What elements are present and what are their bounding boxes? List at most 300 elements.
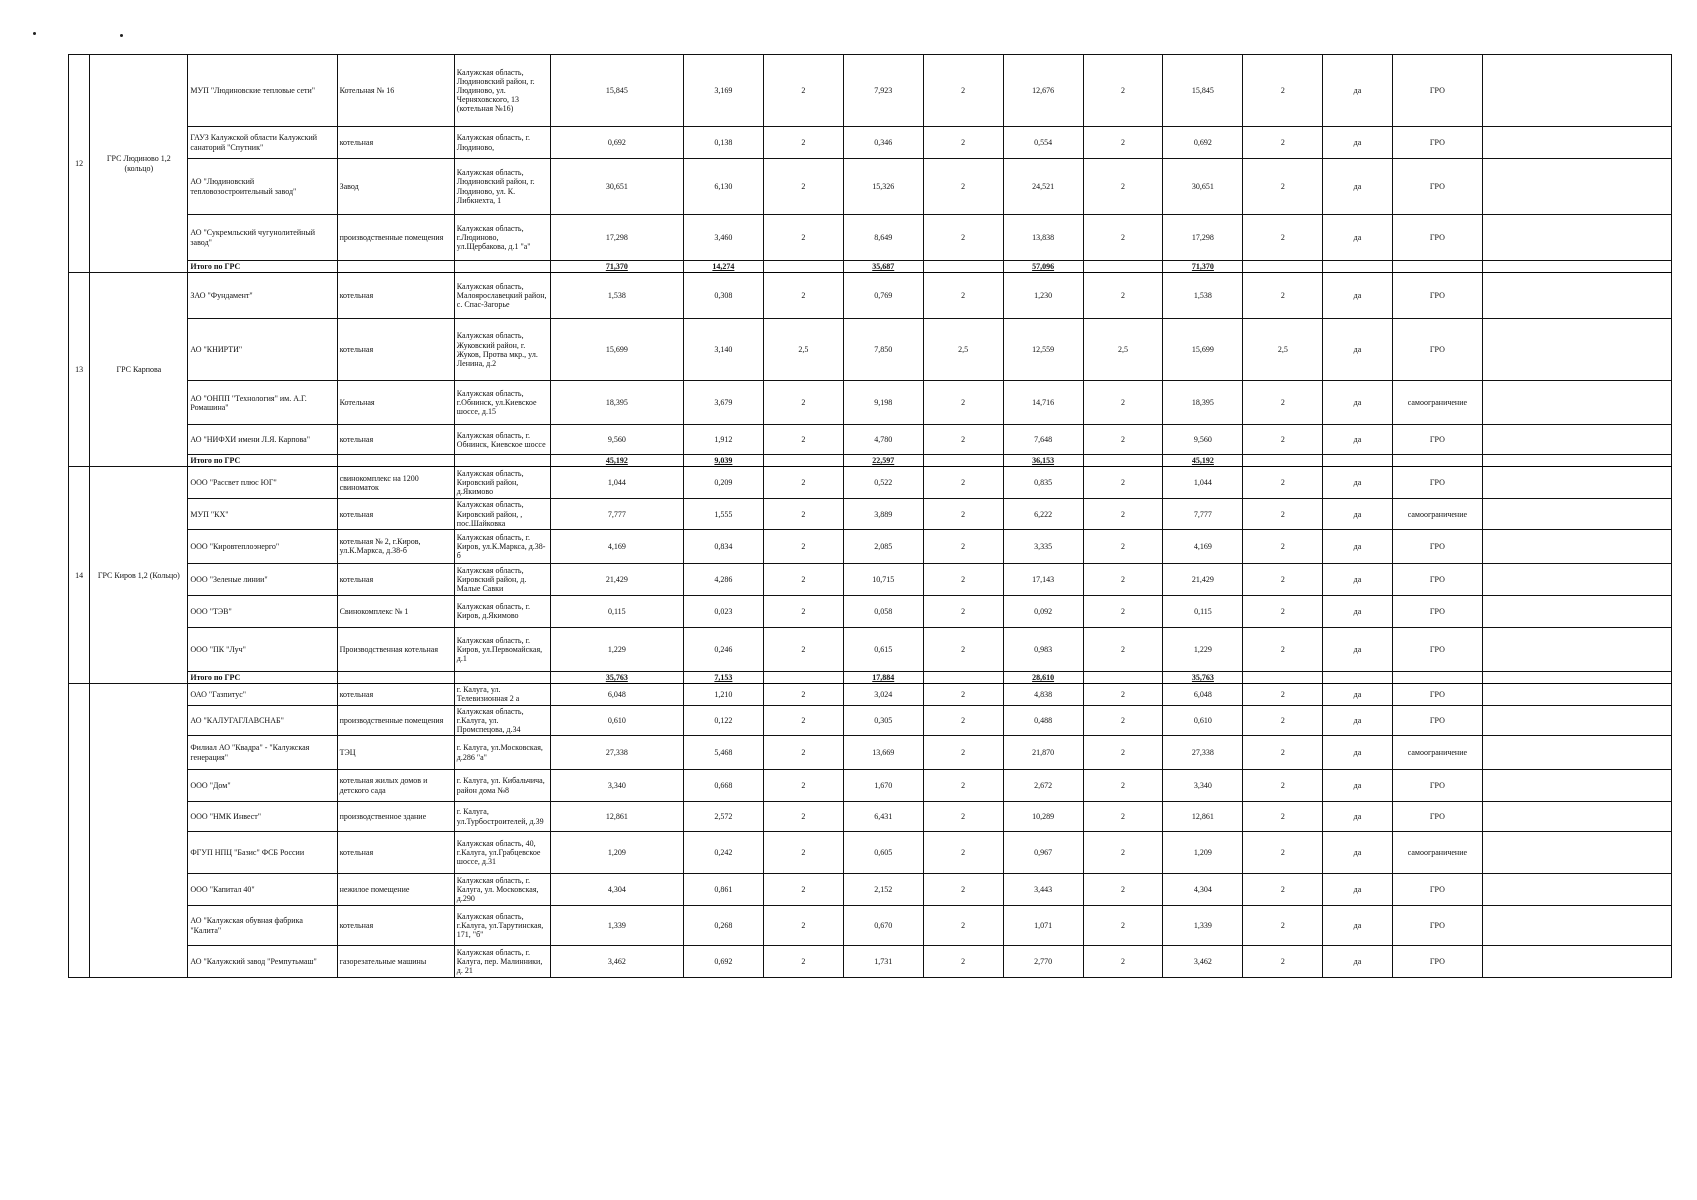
volume-stage-2: 1,731 [843, 946, 923, 978]
coef-stage-4: 2 [1243, 684, 1323, 705]
blank-cell [1083, 455, 1163, 467]
coef-stage-3: 2 [1083, 215, 1163, 261]
coef-stage-2: 2 [923, 499, 1003, 530]
restriction-basis: ГРО [1392, 906, 1483, 946]
agreement-mark: да [1323, 215, 1392, 261]
volume-stage-1: 0,209 [683, 467, 763, 499]
volume-stage-3: 17,143 [1003, 563, 1083, 595]
restriction-basis: ГРО [1392, 215, 1483, 261]
volume-stage-1: 0,834 [683, 529, 763, 563]
coef-stage-2: 2 [923, 802, 1003, 832]
restriction-basis: ГРО [1392, 273, 1483, 319]
blank-cell [1483, 595, 1672, 627]
facility-address: Калужская область, г. Обнинск, Киевское шоссе [454, 425, 550, 455]
blank-cell [1483, 906, 1672, 946]
volume-stage-3: 0,967 [1003, 832, 1083, 874]
coef-stage-3: 2 [1083, 874, 1163, 906]
table-row [69, 874, 1672, 906]
volume-stage-4: 30,651 [1163, 159, 1243, 215]
restriction-basis: ГРО [1392, 55, 1483, 127]
volume-stage-3: 14,716 [1003, 381, 1083, 425]
facility-type: котельная жилых домов и детского сада [337, 770, 454, 802]
facility-address: Калужская область, г. Киров, д.Якимово [454, 595, 550, 627]
restriction-basis: ГРО [1392, 770, 1483, 802]
coef-stage-4: 2 [1243, 770, 1323, 802]
volume-stage-1: 1,555 [683, 499, 763, 530]
coef-stage-1: 2 [763, 467, 843, 499]
coef-stage-3: 2 [1083, 906, 1163, 946]
coef-stage-4: 2 [1243, 215, 1323, 261]
coef-stage-4: 2 [1243, 874, 1323, 906]
consumer-name: АО "Сукремльский чугунолитейный завод" [188, 215, 337, 261]
grs-name: ГРС Киров 1,2 (Кольцо) [90, 467, 188, 684]
table-row [69, 381, 1672, 425]
facility-type: котельная [337, 127, 454, 159]
coef-stage-4: 2 [1243, 467, 1323, 499]
coef-stage-2: 2 [923, 770, 1003, 802]
agreement-mark: да [1323, 319, 1392, 381]
grs-number: 12 [69, 55, 90, 273]
volume-stage-1: 0,268 [683, 906, 763, 946]
volume-stage-2: 8,649 [843, 215, 923, 261]
volume-stage-2: 0,058 [843, 595, 923, 627]
table-row [69, 127, 1672, 159]
volume-base: 30,651 [550, 159, 683, 215]
volume-stage-3: 0,983 [1003, 627, 1083, 671]
volume-base: 27,338 [550, 736, 683, 770]
volume-stage-3: 2,770 [1003, 946, 1083, 978]
blank-cell [1483, 705, 1672, 736]
facility-address: Калужская область, Жуковский район, г. Жуков, Протва мкр., ул. Ленина, д.2 [454, 319, 550, 381]
volume-stage-2: 4,780 [843, 425, 923, 455]
coef-stage-4: 2 [1243, 802, 1323, 832]
blank-cell [454, 455, 550, 467]
volume-base: 18,395 [550, 381, 683, 425]
coef-stage-4: 2 [1243, 127, 1323, 159]
grs-name [90, 684, 188, 978]
facility-address: Калужская область, г. Людиново, [454, 127, 550, 159]
subtotal-value: 9,039 [683, 455, 763, 467]
blank-cell [1392, 261, 1483, 273]
volume-stage-3: 1,230 [1003, 273, 1083, 319]
coef-stage-3: 2 [1083, 55, 1163, 127]
table-row [69, 946, 1672, 978]
blank-cell [1483, 55, 1672, 127]
volume-stage-1: 0,242 [683, 832, 763, 874]
blank-cell [1483, 671, 1672, 683]
blank-cell [1483, 127, 1672, 159]
subtotal-value: 71,370 [550, 261, 683, 273]
blank-cell [1483, 381, 1672, 425]
volume-stage-1: 3,140 [683, 319, 763, 381]
volume-stage-1: 3,169 [683, 55, 763, 127]
coef-stage-2: 2 [923, 425, 1003, 455]
coef-stage-4: 2 [1243, 906, 1323, 946]
restriction-basis: ГРО [1392, 946, 1483, 978]
blank-cell [763, 455, 843, 467]
consumer-name: ГАУЗ Калужской области Калужский санаторий "Спутник" [188, 127, 337, 159]
coef-stage-2: 2 [923, 159, 1003, 215]
coef-stage-1: 2 [763, 529, 843, 563]
volume-stage-1: 0,692 [683, 946, 763, 978]
agreement-mark: да [1323, 127, 1392, 159]
facility-type: Производственная котельная [337, 627, 454, 671]
restriction-basis: самоограничение [1392, 736, 1483, 770]
blank-cell [1483, 261, 1672, 273]
agreement-mark: да [1323, 159, 1392, 215]
blank-cell [1483, 455, 1672, 467]
volume-stage-3: 7,648 [1003, 425, 1083, 455]
coef-stage-3: 2 [1083, 770, 1163, 802]
volume-base: 4,169 [550, 529, 683, 563]
blank-cell [1083, 671, 1163, 683]
volume-stage-3: 0,092 [1003, 595, 1083, 627]
facility-type: производственные помещения [337, 705, 454, 736]
consumer-name: ООО "Рассвет плюс ЮГ" [188, 467, 337, 499]
table-row [69, 499, 1672, 530]
restriction-basis: ГРО [1392, 319, 1483, 381]
restriction-basis: самоограничение [1392, 381, 1483, 425]
volume-stage-1: 0,308 [683, 273, 763, 319]
volume-stage-3: 0,835 [1003, 467, 1083, 499]
volume-stage-2: 6,431 [843, 802, 923, 832]
agreement-mark: да [1323, 736, 1392, 770]
volume-stage-2: 10,715 [843, 563, 923, 595]
agreement-mark: да [1323, 381, 1392, 425]
consumer-name: АО "Людиновский тепловозостроительный завод" [188, 159, 337, 215]
subtotal-value: 57,096 [1003, 261, 1083, 273]
coef-stage-2: 2 [923, 127, 1003, 159]
consumer-name: АО "ОНПП "Технология" им. А.Г. Ромашина" [188, 381, 337, 425]
volume-stage-1: 3,679 [683, 381, 763, 425]
consumer-name: АО "НИФХИ имени Л.Я. Карпова" [188, 425, 337, 455]
blank-cell [1483, 627, 1672, 671]
volume-stage-3: 0,554 [1003, 127, 1083, 159]
scan-speck [33, 32, 36, 35]
blank-cell [337, 261, 454, 273]
volume-stage-2: 15,326 [843, 159, 923, 215]
table-row [69, 595, 1672, 627]
subtotal-value: 36,153 [1003, 455, 1083, 467]
agreement-mark: да [1323, 705, 1392, 736]
volume-stage-4: 6,048 [1163, 684, 1243, 705]
coef-stage-3: 2 [1083, 467, 1163, 499]
blank-cell [1483, 159, 1672, 215]
restriction-basis: ГРО [1392, 563, 1483, 595]
blank-cell [1483, 802, 1672, 832]
consumer-name: АО "Калужская обувная фабрика "Калита" [188, 906, 337, 946]
volume-stage-2: 7,850 [843, 319, 923, 381]
coef-stage-2: 2 [923, 946, 1003, 978]
volume-stage-4: 12,861 [1163, 802, 1243, 832]
blank-cell [1483, 273, 1672, 319]
restriction-basis: ГРО [1392, 874, 1483, 906]
coef-stage-2: 2 [923, 595, 1003, 627]
volume-stage-2: 13,669 [843, 736, 923, 770]
blank-cell [1483, 425, 1672, 455]
volume-base: 3,462 [550, 946, 683, 978]
consumer-name: ФГУП НПЦ "Базис" ФСБ России [188, 832, 337, 874]
coef-stage-3: 2 [1083, 159, 1163, 215]
consumer-name: АО "КНИРТИ" [188, 319, 337, 381]
coef-stage-1: 2 [763, 705, 843, 736]
coef-stage-3: 2 [1083, 705, 1163, 736]
consumer-name: АО "Калужский завод "Ремпутьмаш" [188, 946, 337, 978]
coef-stage-2: 2 [923, 906, 1003, 946]
table-row [69, 736, 1672, 770]
coef-stage-3: 2 [1083, 595, 1163, 627]
coef-stage-1: 2 [763, 627, 843, 671]
blank-cell [1483, 946, 1672, 978]
volume-base: 1,339 [550, 906, 683, 946]
volume-stage-1: 2,572 [683, 802, 763, 832]
coef-stage-4: 2,5 [1243, 319, 1323, 381]
facility-type: Котельная [337, 381, 454, 425]
restriction-basis: самоограничение [1392, 499, 1483, 530]
coef-stage-1: 2 [763, 832, 843, 874]
facility-type: производственные помещения [337, 215, 454, 261]
volume-base: 17,298 [550, 215, 683, 261]
volume-stage-4: 4,169 [1163, 529, 1243, 563]
coef-stage-2: 2 [923, 381, 1003, 425]
volume-stage-4: 15,699 [1163, 319, 1243, 381]
volume-stage-2: 7,923 [843, 55, 923, 127]
facility-address: Калужская область, Людиновский район, г. Людиново, ул. Черняховского, 13 (котельная №16) [454, 55, 550, 127]
volume-base: 9,560 [550, 425, 683, 455]
coef-stage-2: 2 [923, 55, 1003, 127]
consumer-name: ЗАО "Фундамент" [188, 273, 337, 319]
volume-stage-1: 3,460 [683, 215, 763, 261]
coef-stage-4: 2 [1243, 563, 1323, 595]
restriction-basis: ГРО [1392, 425, 1483, 455]
consumer-name: ООО "Дом" [188, 770, 337, 802]
blank-cell [1323, 671, 1392, 683]
agreement-mark: да [1323, 467, 1392, 499]
facility-type: Завод [337, 159, 454, 215]
table-row [69, 705, 1672, 736]
subtotal-value: 45,192 [1163, 455, 1243, 467]
coef-stage-1: 2 [763, 55, 843, 127]
volume-stage-4: 7,777 [1163, 499, 1243, 530]
subtotal-row [69, 261, 1672, 273]
table-row [69, 627, 1672, 671]
table-row [69, 832, 1672, 874]
blank-cell [1243, 261, 1323, 273]
coef-stage-2: 2 [923, 563, 1003, 595]
subtotal-value: 35,763 [1163, 671, 1243, 683]
coef-stage-2: 2 [923, 705, 1003, 736]
volume-stage-4: 21,429 [1163, 563, 1243, 595]
facility-type: котельная [337, 499, 454, 530]
facility-type: котельная [337, 684, 454, 705]
coef-stage-1: 2 [763, 273, 843, 319]
facility-address: г. Калуга, ул.Турбостроителей, д.39 [454, 802, 550, 832]
coef-stage-1: 2 [763, 563, 843, 595]
volume-base: 15,845 [550, 55, 683, 127]
coef-stage-2: 2 [923, 273, 1003, 319]
facility-address: Калужская область, г.Людиново, ул.Щербакова, д.1 "а" [454, 215, 550, 261]
subtotal-value: 22,597 [843, 455, 923, 467]
agreement-mark: да [1323, 425, 1392, 455]
volume-base: 0,692 [550, 127, 683, 159]
blank-cell [1323, 261, 1392, 273]
coef-stage-4: 2 [1243, 832, 1323, 874]
facility-type: газорезательные машины [337, 946, 454, 978]
restriction-basis: ГРО [1392, 705, 1483, 736]
volume-stage-2: 0,605 [843, 832, 923, 874]
coef-stage-4: 2 [1243, 529, 1323, 563]
coef-stage-2: 2,5 [923, 319, 1003, 381]
facility-address: Калужская область, Кировский район, д. Малые Савки [454, 563, 550, 595]
coef-stage-1: 2 [763, 946, 843, 978]
blank-cell [1483, 215, 1672, 261]
blank-cell [1392, 671, 1483, 683]
coef-stage-1: 2 [763, 736, 843, 770]
consumer-name: МУП "КХ" [188, 499, 337, 530]
volume-stage-1: 1,210 [683, 684, 763, 705]
volume-stage-3: 3,335 [1003, 529, 1083, 563]
agreement-mark: да [1323, 55, 1392, 127]
consumer-name: ООО "Капитал 40" [188, 874, 337, 906]
blank-cell [1483, 499, 1672, 530]
blank-cell [337, 455, 454, 467]
volume-stage-1: 0,023 [683, 595, 763, 627]
agreement-mark: да [1323, 684, 1392, 705]
facility-type: производственное здание [337, 802, 454, 832]
facility-address: Калужская область, г. Киров, ул.Первомайская, д.1 [454, 627, 550, 671]
agreement-mark: да [1323, 874, 1392, 906]
table-row [69, 215, 1672, 261]
grs-name: ГРС Карпова [90, 273, 188, 467]
volume-stage-4: 1,339 [1163, 906, 1243, 946]
consumer-name: ООО "НМК Инвест" [188, 802, 337, 832]
volume-base: 6,048 [550, 684, 683, 705]
blank-cell [1083, 261, 1163, 273]
coef-stage-4: 2 [1243, 946, 1323, 978]
volume-stage-2: 0,346 [843, 127, 923, 159]
table-row [69, 770, 1672, 802]
facility-type: Свинокомплекс № 1 [337, 595, 454, 627]
blank-cell [1483, 770, 1672, 802]
subtotal-value: 35,687 [843, 261, 923, 273]
restriction-basis: ГРО [1392, 127, 1483, 159]
volume-stage-4: 1,538 [1163, 273, 1243, 319]
coef-stage-4: 2 [1243, 499, 1323, 530]
coef-stage-4: 2 [1243, 55, 1323, 127]
blank-cell [1392, 455, 1483, 467]
coef-stage-3: 2 [1083, 127, 1163, 159]
coef-stage-2: 2 [923, 736, 1003, 770]
coef-stage-1: 2 [763, 684, 843, 705]
volume-stage-1: 5,468 [683, 736, 763, 770]
volume-base: 1,229 [550, 627, 683, 671]
volume-base: 12,861 [550, 802, 683, 832]
consumer-name: ООО "ПК "Луч" [188, 627, 337, 671]
blank-cell [1483, 563, 1672, 595]
volume-stage-3: 10,289 [1003, 802, 1083, 832]
coef-stage-2: 2 [923, 529, 1003, 563]
facility-type: котельная № 2, г.Киров, ул.К.Маркса, д.38-б [337, 529, 454, 563]
table-row [69, 906, 1672, 946]
coef-stage-1: 2 [763, 906, 843, 946]
coef-stage-3: 2 [1083, 273, 1163, 319]
coef-stage-1: 2 [763, 499, 843, 530]
coef-stage-3: 2 [1083, 529, 1163, 563]
facility-address: Калужская область, 40, г.Калуга, ул.Грабцевское шоссе, д.31 [454, 832, 550, 874]
facility-type: котельная [337, 425, 454, 455]
facility-address: г. Калуга, ул.Московская, д.286 "а" [454, 736, 550, 770]
volume-stage-4: 9,560 [1163, 425, 1243, 455]
blank-cell [454, 261, 550, 273]
volume-stage-1: 0,246 [683, 627, 763, 671]
table-row [69, 684, 1672, 705]
grs-number: 14 [69, 467, 90, 684]
volume-stage-3: 12,676 [1003, 55, 1083, 127]
volume-stage-1: 0,122 [683, 705, 763, 736]
volume-stage-3: 4,838 [1003, 684, 1083, 705]
agreement-mark: да [1323, 273, 1392, 319]
coef-stage-3: 2 [1083, 832, 1163, 874]
blank-cell [1483, 319, 1672, 381]
volume-stage-4: 0,115 [1163, 595, 1243, 627]
blank-cell [1243, 671, 1323, 683]
volume-stage-4: 3,340 [1163, 770, 1243, 802]
facility-type: нежилое помещение [337, 874, 454, 906]
facility-type: котельная [337, 563, 454, 595]
coef-stage-4: 2 [1243, 381, 1323, 425]
blank-cell [923, 261, 1003, 273]
facility-address: Калужская область, г.Калуга, ул.Тарутинская, 171, "б" [454, 906, 550, 946]
volume-base: 21,429 [550, 563, 683, 595]
volume-stage-4: 4,304 [1163, 874, 1243, 906]
volume-stage-1: 0,668 [683, 770, 763, 802]
restriction-schedule-table [68, 54, 1672, 978]
table-row [69, 563, 1672, 595]
restriction-basis: самоограничение [1392, 832, 1483, 874]
coef-stage-4: 2 [1243, 425, 1323, 455]
subtotal-label: Итого по ГРС [188, 455, 337, 467]
volume-stage-2: 0,522 [843, 467, 923, 499]
coef-stage-4: 2 [1243, 595, 1323, 627]
consumer-name: АО "КАЛУГАГЛАВСНАБ" [188, 705, 337, 736]
blank-cell [923, 455, 1003, 467]
coef-stage-1: 2,5 [763, 319, 843, 381]
volume-base: 0,115 [550, 595, 683, 627]
volume-base: 0,610 [550, 705, 683, 736]
volume-stage-4: 15,845 [1163, 55, 1243, 127]
table-row [69, 319, 1672, 381]
agreement-mark: да [1323, 832, 1392, 874]
coef-stage-1: 2 [763, 770, 843, 802]
blank-cell [763, 261, 843, 273]
blank-cell [1243, 455, 1323, 467]
coef-stage-2: 2 [923, 467, 1003, 499]
subtotal-value: 35,763 [550, 671, 683, 683]
subtotal-value: 45,192 [550, 455, 683, 467]
agreement-mark: да [1323, 802, 1392, 832]
coef-stage-3: 2 [1083, 381, 1163, 425]
coef-stage-1: 2 [763, 874, 843, 906]
volume-stage-1: 0,138 [683, 127, 763, 159]
facility-address: Калужская область, г.Калуга, ул. Промспецова, д.34 [454, 705, 550, 736]
volume-stage-4: 1,209 [1163, 832, 1243, 874]
scan-speck [120, 34, 123, 37]
coef-stage-4: 2 [1243, 705, 1323, 736]
volume-stage-4: 0,610 [1163, 705, 1243, 736]
table-row [69, 802, 1672, 832]
volume-stage-3: 1,071 [1003, 906, 1083, 946]
coef-stage-4: 2 [1243, 627, 1323, 671]
